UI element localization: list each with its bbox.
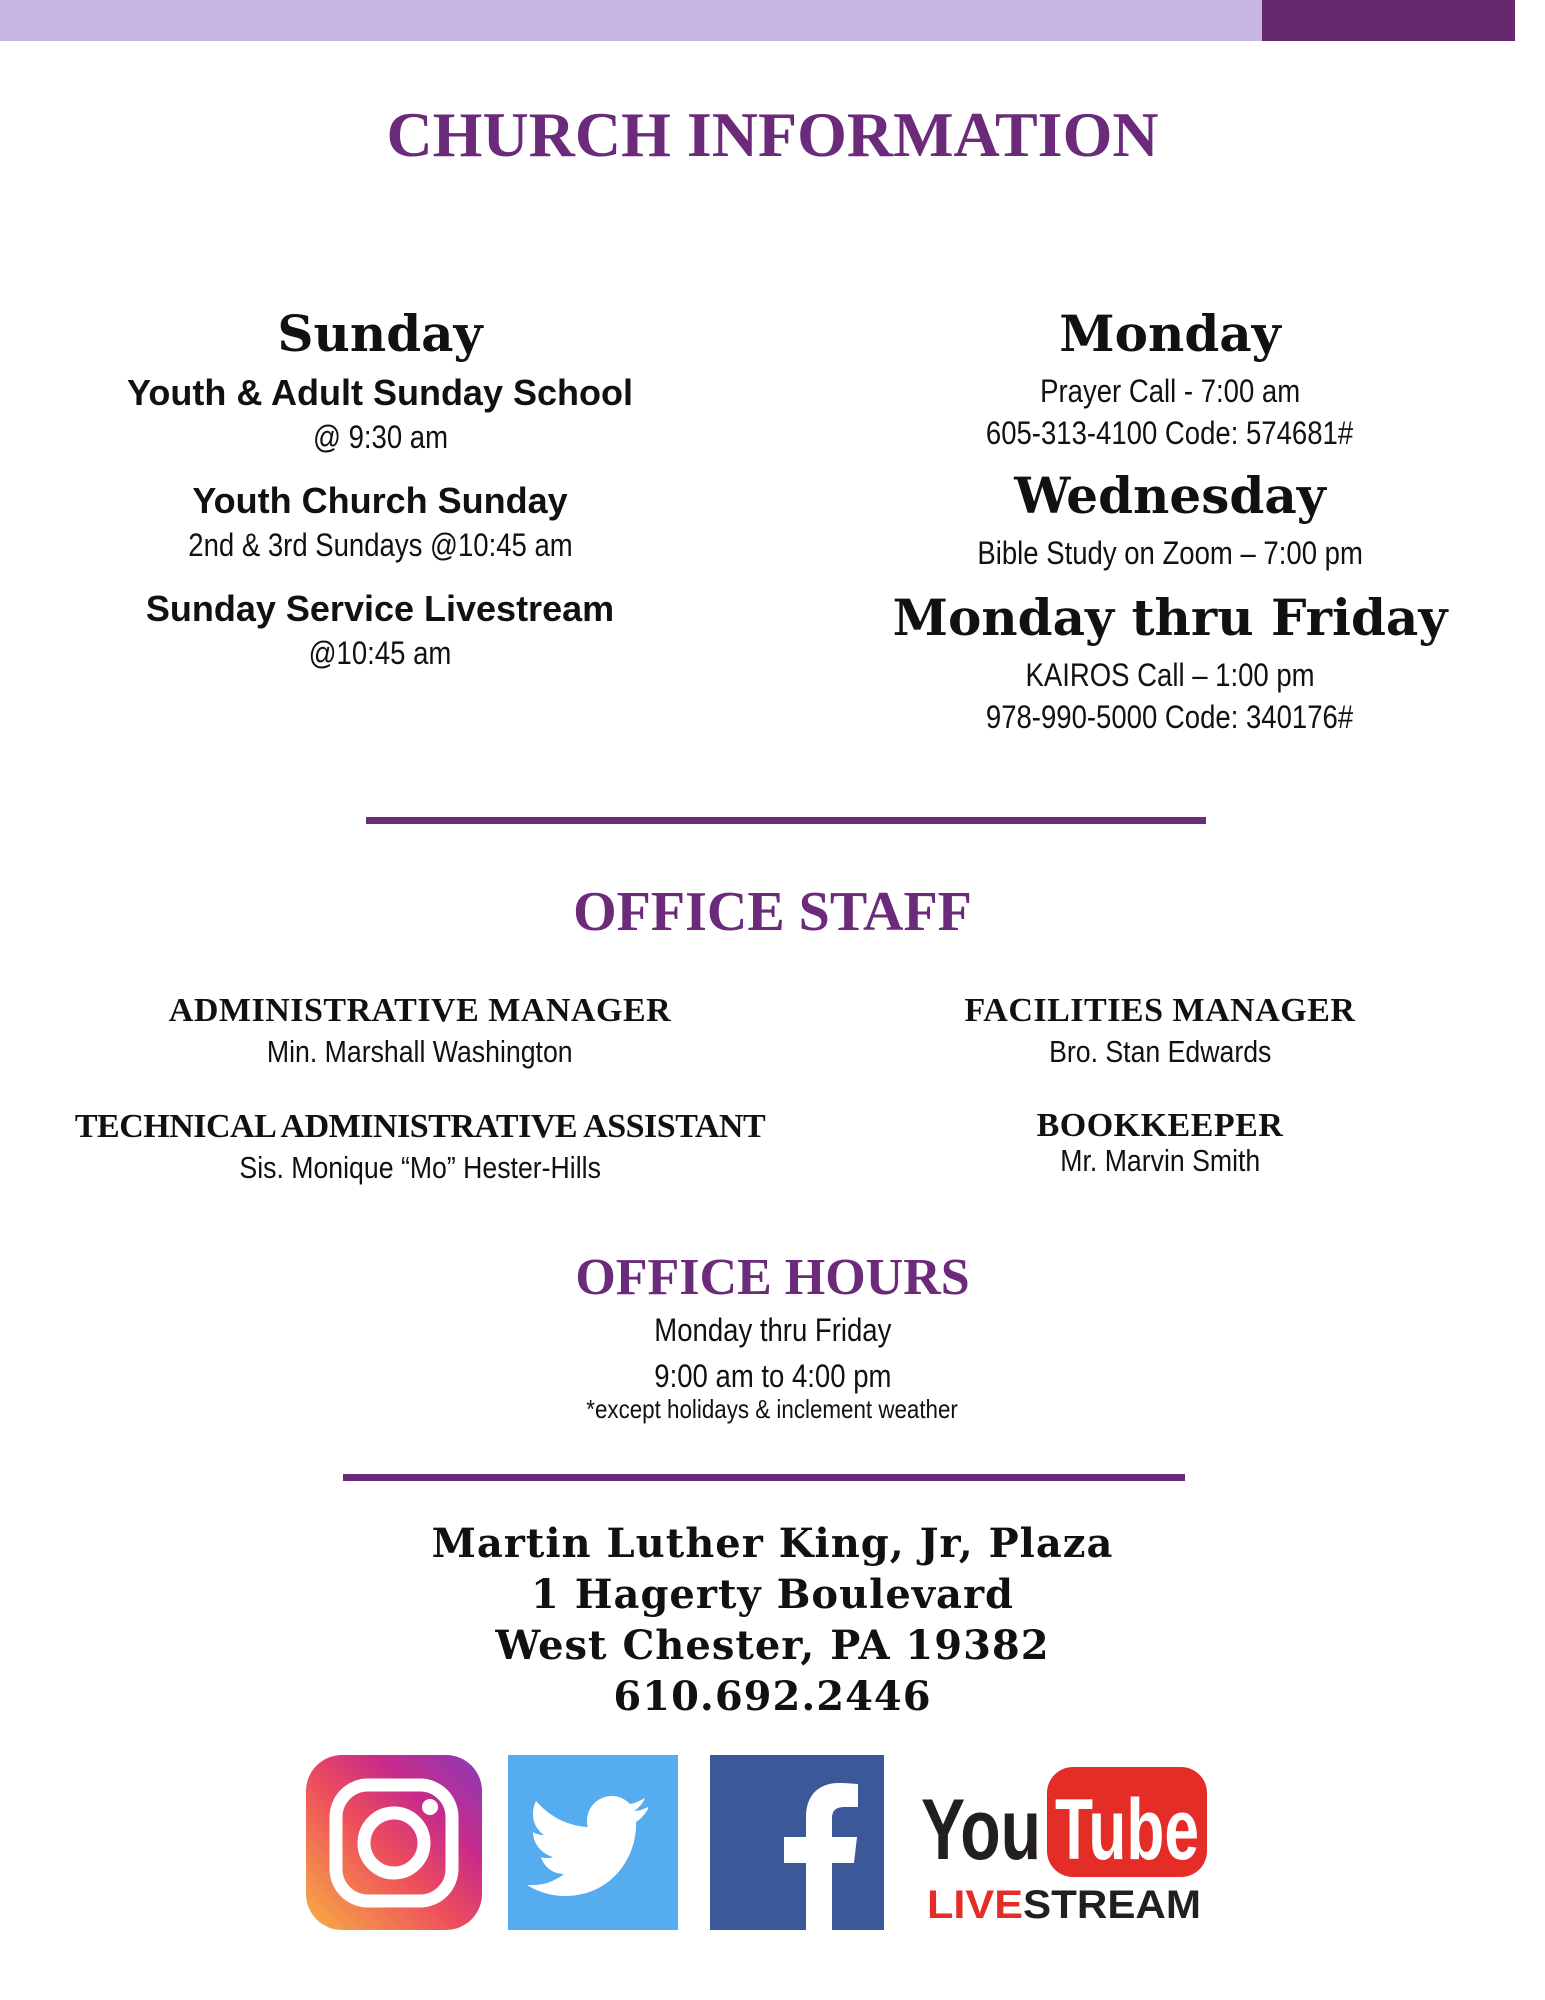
- kairos-number: 978-990-5000 Code: 340176#: [986, 699, 1354, 735]
- role-label: TECHNICAL ADMINISTRATIVE ASSISTANT: [74, 1108, 766, 1145]
- staff-name: Mr. Marvin Smith: [1060, 1143, 1260, 1178]
- phone-number: 610.692.2446: [613, 1673, 932, 1720]
- mon-fri-heading: Monday thru Friday: [892, 588, 1448, 647]
- sunday-school-label: Youth & Adult Sunday School: [127, 372, 633, 413]
- staff-tech-assistant: [40, 1106, 800, 1188]
- sunday-heading: Sunday: [277, 304, 483, 363]
- office-days: Monday thru Friday: [653, 1312, 892, 1348]
- role-label: FACILITIES MANAGER: [964, 992, 1356, 1029]
- section-divider: [366, 817, 1206, 824]
- address-line: Martin Luther King, Jr, Plaza: [431, 1520, 1114, 1567]
- kairos-call: KAIROS Call – 1:00 pm: [1025, 657, 1315, 693]
- monday-prayer-call: Prayer Call - 7:00 am: [1039, 373, 1300, 409]
- wednesday-heading: Wednesday: [1014, 466, 1326, 525]
- livestream-live-text: LIVE: [927, 1883, 1023, 1927]
- youtube-you-text: You: [921, 1782, 1041, 1878]
- top-accent-bar-light: [0, 0, 1262, 41]
- youth-church-label: Youth Church Sunday: [192, 480, 568, 521]
- monday-heading: Monday: [1059, 304, 1281, 363]
- office-hours-note: *except holidays & inclement weather: [586, 1394, 959, 1424]
- livestream-time: @10:45 am: [308, 635, 452, 671]
- staff-bookkeeper: [900, 1108, 1420, 1178]
- youth-church-time: 2nd & 3rd Sundays @10:45 am: [187, 527, 573, 563]
- weekday-schedule: [870, 298, 1470, 738]
- role-label: BOOKKEEPER: [1036, 1107, 1284, 1144]
- youtube-livestream-icon[interactable]: [915, 1755, 1215, 1930]
- page-title: CHURCH INFORMATION: [386, 99, 1159, 170]
- staff-name: Sis. Monique “Mo” Hester-Hills: [239, 1150, 601, 1185]
- monday-prayer-number: 605-313-4100 Code: 574681#: [986, 415, 1354, 451]
- youtube-tube-text: Tube: [1055, 1782, 1199, 1878]
- sunday-schedule: [60, 298, 700, 674]
- address-line: West Chester, PA 19382: [495, 1622, 1050, 1669]
- staff-facilities-manager: [900, 990, 1420, 1072]
- address-line: 1 Hagerty Boulevard: [530, 1571, 1015, 1618]
- wednesday-bible-study: Bible Study on Zoom – 7:00 pm: [977, 535, 1363, 571]
- office-hours: [0, 1308, 1545, 1424]
- staff-name: Min. Marshall Washington: [267, 1034, 573, 1069]
- church-address: [0, 1518, 1545, 1722]
- livestream-label: Sunday Service Livestream: [145, 588, 615, 629]
- office-hours-title: OFFICE HOURS: [575, 1249, 970, 1306]
- staff-admin-manager: [60, 990, 780, 1072]
- twitter-icon[interactable]: [508, 1755, 678, 1930]
- office-time: 9:00 am to 4:00 pm: [653, 1358, 892, 1394]
- role-label: ADMINISTRATIVE MANAGER: [168, 992, 672, 1029]
- office-staff-title: OFFICE STAFF: [573, 881, 972, 943]
- facebook-icon[interactable]: [710, 1755, 884, 1930]
- section-divider: [343, 1474, 1185, 1481]
- livestream-stream-text: STREAM: [1023, 1883, 1201, 1927]
- top-accent-bar-dark: [1262, 0, 1515, 41]
- sunday-school-time: @ 9:30 am: [312, 419, 448, 455]
- staff-name: Bro. Stan Edwards: [1048, 1034, 1272, 1069]
- instagram-icon[interactable]: [306, 1755, 482, 1930]
